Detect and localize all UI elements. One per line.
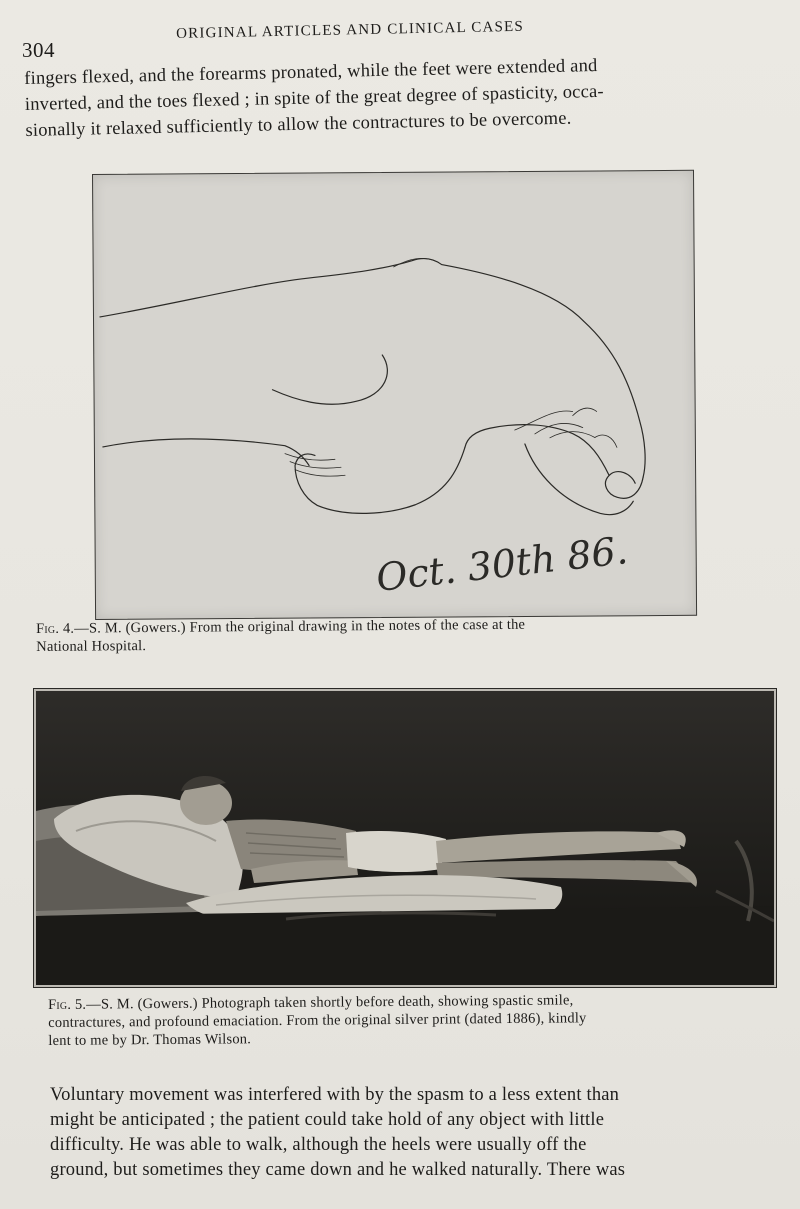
running-head: ORIGINAL ARTICLES AND CLINICAL CASES <box>176 18 525 42</box>
figure-4-caption <box>36 616 525 656</box>
top-paragraph <box>24 49 756 144</box>
paragraph-line: difficulty. He was able to walk, although the heels were usually off the <box>50 1135 587 1155</box>
figure-5-photograph <box>34 689 776 987</box>
patient-photograph-illustration <box>36 691 774 985</box>
page-number: 304 <box>22 38 55 62</box>
paragraph-line: ground, but sometimes they came down and he walked naturally. There was <box>50 1160 626 1180</box>
caption-text: —S. M. (Gowers.) From the original drawing in the notes of the case at the <box>74 616 526 637</box>
caption-text: National Hospital. <box>36 638 147 655</box>
handwritten-date: Oct. 30th 86. <box>374 528 630 600</box>
foot-sketch-illustration <box>93 171 696 619</box>
paragraph-line: Voluntary movement was interfered with by the spasm to a less extent than <box>50 1085 620 1105</box>
caption-text: —S. M. (Gowers.) Photograph taken shortly before death, showing spastic smile, <box>86 992 574 1013</box>
paragraph-line: might be anticipated ; the patient could take hold of any object with little <box>50 1110 605 1130</box>
figure-label: Fig. 5. <box>48 996 87 1013</box>
paragraph-line: inverted, and the toes flexed ; in spite of the great degree of spasticity, occa- <box>24 81 605 115</box>
figure-5-caption <box>48 991 587 1050</box>
caption-text: contractures, and profound emaciation. From the original silver print (dated 1886), kindly <box>48 1010 587 1031</box>
bottom-paragraph <box>50 1083 780 1183</box>
figure-4-drawing <box>92 170 697 620</box>
paragraph-line: sionally it relaxed sufficiently to allow the contractures to be overcome. <box>25 108 572 141</box>
paragraph-line: fingers flexed, and the forearms pronated, while the feet were extended and <box>24 55 598 89</box>
figure-label: Fig. 4. <box>36 620 75 637</box>
caption-text: lent to me by Dr. Thomas Wilson. <box>48 1031 252 1049</box>
